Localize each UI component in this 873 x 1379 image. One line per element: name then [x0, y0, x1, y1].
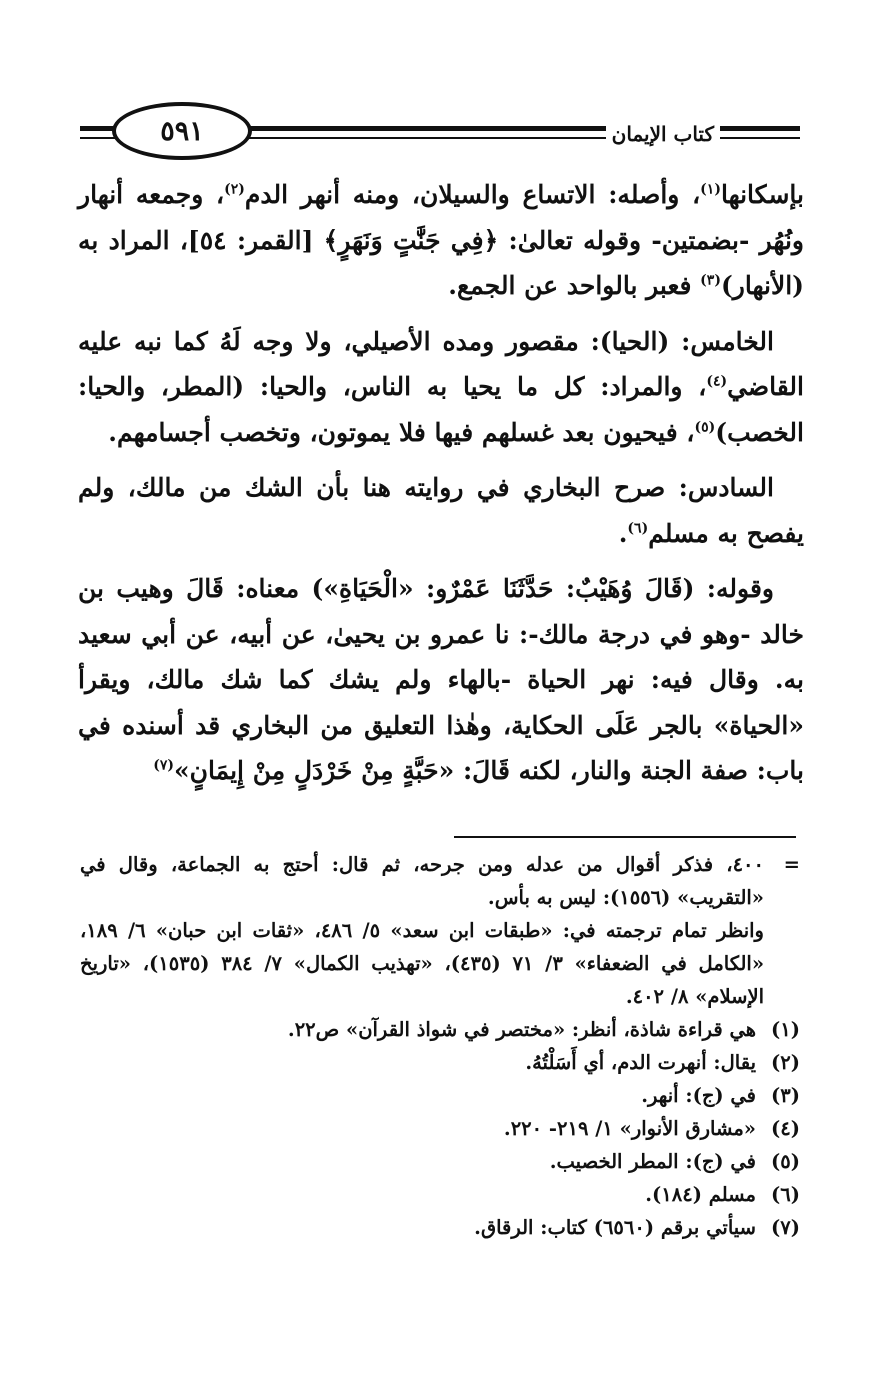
page-number-badge — [112, 102, 252, 160]
footnote-4 — [80, 1112, 800, 1145]
continuation-marker: = — [783, 853, 800, 876]
running-title: كتاب الإيمان — [606, 122, 720, 146]
footnote-ref: (٧) — [153, 757, 175, 774]
footnote-continuation-2: وانظر تمام ترجمته في: «طبقات ابن سعد» ٥/ ٤٨٦، «ثقات ابن حبان» ٦/ ١٨٩، «الكامل في الضعفاء» ٣/ ٧١ (٤٣٥)، «تهذيب الكمال» ٧/ ٣٨٤ (١٥٣٥)، «تاريخ الإسلام» ٨/ ٤٠٢. — [80, 919, 765, 1008]
footnote-1 — [80, 1013, 800, 1046]
footnote-text: سيأتي برقم (٦٥٦٠) كتاب: الرقاق. — [474, 1216, 756, 1239]
footnote-text: مسلم (١٨٤). — [645, 1183, 756, 1206]
footnote-separator — [454, 836, 796, 838]
paragraph-3: السادس: صرح البخاري في روايته هنا بأن الشك من مالك، ولم يفصح به مسلم$^{(٦)}$. — [78, 473, 804, 548]
footnote-ref: (٥) — [694, 419, 716, 436]
footnote-number: (٢) — [771, 1051, 800, 1074]
footnote-ref: (١) — [700, 181, 721, 198]
footnote-number: (٦) — [771, 1183, 800, 1206]
footnote-number: (٣) — [771, 1084, 800, 1107]
page-header — [80, 100, 800, 164]
footnote-text: في (ج): أنهر. — [641, 1084, 756, 1107]
footnote-ref: (٤) — [706, 373, 728, 390]
footnote-text: في (ج): المطر الخصيب. — [549, 1150, 756, 1173]
footnote-ref: (٣) — [700, 272, 721, 289]
footnote-5 — [80, 1145, 800, 1178]
footnote-continuation — [80, 848, 800, 914]
footnote-text: «مشارق الأنوار» ١/ ٢١٩- ٢٢٠. — [503, 1117, 756, 1140]
footnote-ref: (٢) — [224, 181, 245, 198]
paragraph-1: بإسكانها$^{(١)}$، وأصله: الاتساع والسيلان، ومنه أنهر الدم$^{(٢)}$، وجمعه أنهار ونُهُر -بضمتين- وقوله تعالىٰ: ﴿فِي جَنَّٰتٍ وَنَهَرٍ﴾ [القمر: ٥٤]، المراد به (الأنهار)$^{(٣)}$ فعبر بالواحد عن الجمع. — [78, 180, 804, 300]
footnote-number: (٧) — [771, 1216, 800, 1239]
paragraph-2: الخامس: (الحيا): مقصور ومده الأصيلي، ولا وجه لَهُ كما نبه عليه القاضي$^{(٤)}$، والمراد: كل ما يحيا به الناس، والحيا: (المطر، والحيا: الخصب)$^{(٥)}$، فيحيون بعد غسلهم فيها فلا يموتون، وتخصب أجسامهم. — [78, 326, 804, 447]
footnote-number: (١) — [771, 1018, 800, 1041]
footnote-ref: (٦) — [627, 520, 649, 537]
footnote-text: هي قراءة شاذة، أنظر: «مختصر في شواذ القرآن» ص٢٢. — [287, 1018, 756, 1041]
footnote-number: (٤) — [771, 1117, 800, 1140]
footnote-text: يقال: أنهرت الدم، أي أَسَلْتُهُ. — [525, 1051, 756, 1074]
footnote-6 — [80, 1178, 800, 1211]
footnotes — [80, 848, 800, 1244]
footnote-number: (٥) — [771, 1150, 800, 1173]
footnote-7 — [80, 1211, 800, 1244]
main-text — [78, 172, 804, 794]
footnote-2 — [80, 1046, 800, 1079]
page-number: ٥٩١ — [160, 115, 204, 147]
footnote-3 — [80, 1079, 800, 1112]
paragraph-4: وقوله: (قَالَ وُهَيْبٌ: حَدَّثَنَا عَمْرٌو: «الْحَيَاةِ») معناه: قَالَ وهيب بن خالد -وهو في درجة مالك-: نا عمرو بن يحيىٰ، عن أبيه، عن أبي سعيد به. وقال فيه: نهر الحياة -بالهاء ولم يشك كما شك مالك، ويقرأ «الحياة» بالجر عَلَى الحكاية، وهٰذا التعليق من البخاري قد أسنده في باب: صفة الجنة والنار، لكنه قَالَ: «حَبَّةٍ مِنْ خَرْدَلٍ مِنْ إِيمَانٍ»$^{(٧)}$ — [78, 574, 804, 785]
continuation-text: ٤٠٠، فذكر أقوال من عدله ومن جرحه، ثم قال: أحتج به الجماعة، وقال في «التقريب» (١٥٥٦): ليس به بأس. — [80, 853, 764, 909]
